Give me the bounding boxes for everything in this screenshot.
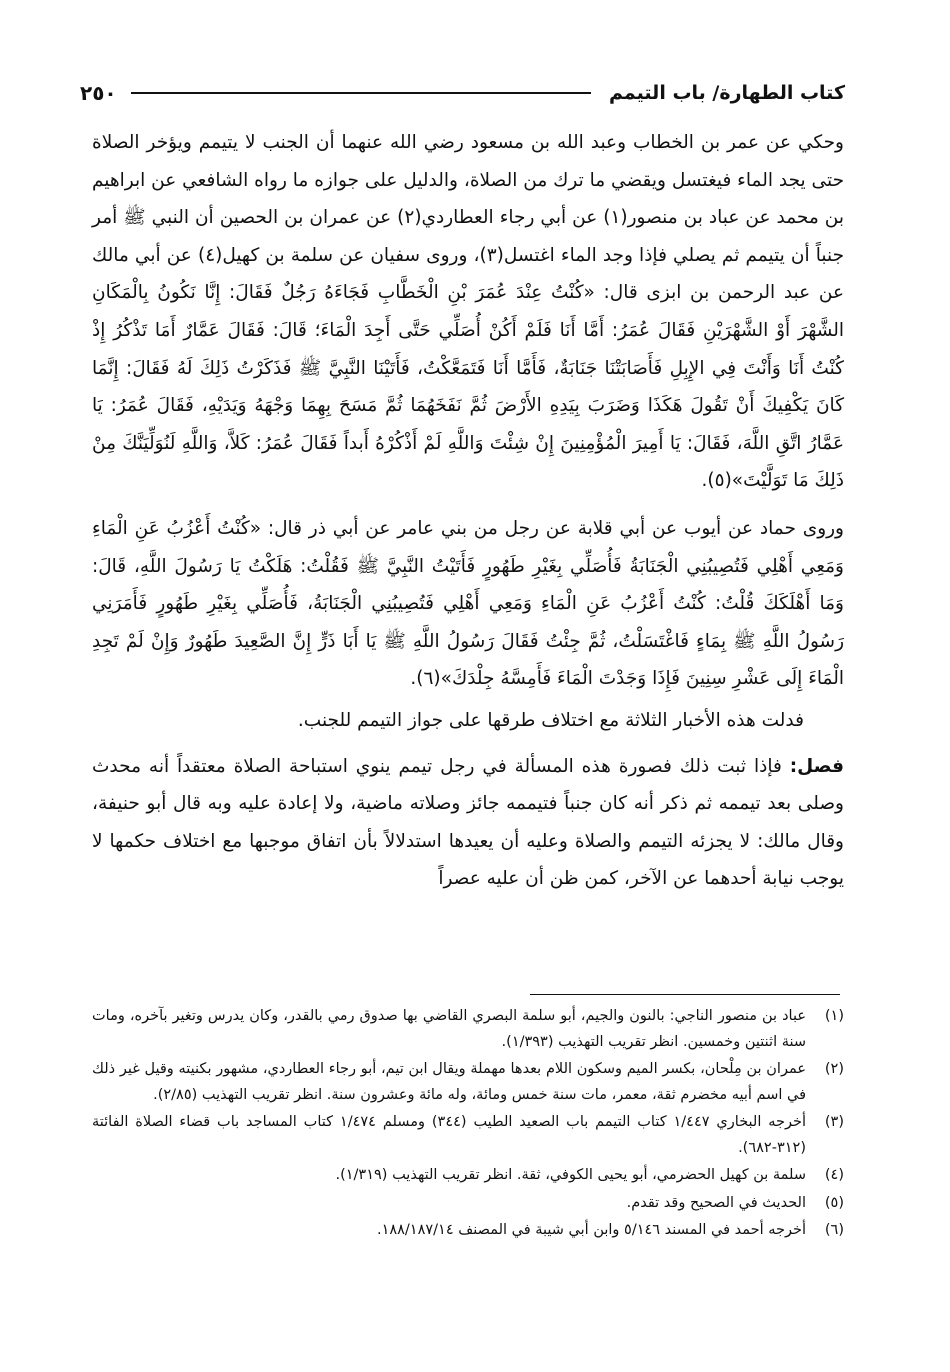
paragraph-conclusion: فدلت هذه الأخبار الثلاثة مع اختلاف طرقها على جواز التيمم للجنب. <box>297 709 804 731</box>
footnote-number: (٢) <box>824 1061 844 1077</box>
footnote-number: (٤) <box>824 1167 844 1183</box>
section-text: فإذا ثبت ذلك فصورة هذه المسألة في رجل تيمم ينوي استباحة الصلاة معتقداً أنه محدث وصلى بعد تيممه ثم ذكر أنه كان جنباً فتيممه جائز وصلاته ماضية، ولا إعادة عليه وبه قال أبو حنيفة، وقال مالك: لا يجزئه التيمم والصلاة وعليه أن يعيدها استدلالاً بأن اتفاق موجبها مع اختلاف حكمها لا يوجب نيابة أحدهما عن الآخر، كمن ظن أن عليه عصراً <box>92 755 844 890</box>
section-label: فصل: <box>789 755 844 777</box>
header-rule <box>131 92 591 94</box>
footnote-number: (٣) <box>824 1114 844 1130</box>
footnote-number: (١) <box>824 1008 844 1024</box>
footnote-text: أخرجه أحمد في المسند ٥/١٤٦ وابن أبي شيبة في المصنف ١٨٨/١٨٧/١٤. <box>376 1222 806 1238</box>
page-number: ٢٥٠ <box>80 81 117 105</box>
footnote-3 <box>92 1110 844 1161</box>
paragraph-hadith-abu-dharr: وروى حماد عن أيوب عن أبي قلابة عن رجل من بني عامر عن أبي ذر قال: «كُنْتُ أَعْزُبُ عَنِ الْمَاءِ وَمَعِي أَهْلِي فَتُصِيبُنِي الْجَنَابَةُ فَأُصَلِّي بِغَيْرِ طَهُورٍ فَأَتَيْتُ النَّبِيَّ ﷺ فَقُلْتُ: هَلَكْتُ يَا رَسُولَ اللَّهِ، قَالَ: وَمَا أَهْلَكَكَ قُلْتُ: كُنْتُ أَعْزُبُ عَنِ الْمَاءِ وَمَعِي أَهْلِي فَتُصِيبُنِي الْجَنَابَةُ، فَأُصَلِّي بِغَيْرِ طَهُورٍ فَأَمَرَنِي رَسُولُ اللَّهِ ﷺ بِمَاءٍ فَاغْتَسَلْتُ، ثُمَّ جِئْتُ فَقَالَ رَسُولُ اللَّهِ ﷺ يَا أَبَا ذَرٍّ إِنَّ الصَّعِيدَ طَهُورٌ وَإِنْ لَمْ تَجِدِ الْمَاءَ إِلَى عَشْرِ سِنِينَ فَإِذَا وَجَدْتَ الْمَاءَ فَأَمِسَّهُ جِلْدَكَ»(٦). <box>92 517 844 690</box>
footnote-divider <box>530 994 840 995</box>
main-text <box>92 124 844 898</box>
footnote-6 <box>92 1218 844 1244</box>
footnotes <box>92 1004 844 1246</box>
footnote-text: الحديث في الصحيح وقد تقدم. <box>626 1194 806 1211</box>
footnote-text: عباد بن منصور الناجي: بالنون والجيم، أبو سلمة البصري القاضي بها صدوق رمي بالقدر، وكان يدرس وتغير بآخره، ومات سنة اثنتين وخمسين. انظر تقريب التهذيب (١/٣٩٣). <box>92 1008 806 1050</box>
section-paragraph <box>92 748 844 898</box>
running-title: كتاب الطهارة/ باب التيمم <box>609 82 845 104</box>
footnote-text: أخرجه البخاري ١/٤٤٧ كتاب التيمم باب الصعيد الطيب (٣٤٤) ومسلم ١/٤٧٤ كتاب المساجد باب قضاء الصلاة الفائتة (٣١٢-٦٨٢). <box>92 1114 806 1156</box>
footnote-4 <box>92 1163 844 1189</box>
footnote-2 <box>92 1057 844 1108</box>
footnote-number: (٦) <box>824 1222 844 1238</box>
footnote-text: عمران بن مِلْحان، بكسر الميم وسكون اللام بعدها مهملة ويقال ابن تيم، أبو رجاء العطاردي، مشهور بكنيته وقيل غير ذلك في اسم أبيه مخضرم ثقة، معمر، مات سنة خمس ومائة، وله مائة وعشرون سنة. انظر تقريب التهذيب (٢/٨٥). <box>92 1061 806 1103</box>
footnote-5 <box>92 1191 844 1217</box>
paragraph-hadith-ammar: وحكي عن عمر بن الخطاب وعبد الله بن مسعود رضي الله عنهما أن الجنب لا يتيمم ويؤخر الصلاة حتى يجد الماء فيغتسل ويقضي ما ترك من الصلاة، والدليل على جوازه ما رواه الشافعي عن ابراهيم بن محمد عن عباد بن منصور(١) عن أبي رجاء العطاردي(٢) عن عمران بن الحصين أن النبي ﷺ أمر جنباً أن يتيمم ثم يصلي فإذا وجد الماء اغتسل(٣)، وروى سفيان عن سلمة بن كهيل(٤) عن أبي مالك عن عبد الرحمن بن ابزى قال: «كُنْتُ عِنْدَ عُمَرَ بْنِ الْخَطَّابِ فَجَاءَهُ رَجُلٌ فَقَالَ: إِنَّا نَكُونُ بِالْمَكَانِ الشَّهْرَ أَوْ الشَّهْرَيْنِ فَقَالَ عُمَرُ: أَمَّا أَنَا فَلَمْ أَكُنْ أُصَلِّي حَتَّى أَجِدَ الْمَاءَ؛ قَالَ: فَقَالَ عَمَّارٌ أَمَا تَذْكُرُ إِذْ كُنْتُ أَنَا وَأَنْتَ فِي الإِبِلِ فَأَصَابَتْنَا جَنَابَةٌ، فَأَمَّا أَنَا فَتَمَعَّكْتُ، فَأَتَيْنَا النَّبِيَّ ﷺ فَذَكَرْتُ ذَلِكَ لَهُ فَقَالَ: إِنَّمَا كَانَ يَكْفِيكَ أَنْ تَقُولَ هَكَذَا وَضَرَبَ بِيَدِهِ الأَرْضَ ثُمَّ نَفَخَهُمَا ثُمَّ مَسَحَ بِهِمَا وَجْهَهُ وَيَدَيْهِ، فَقَالَ عُمَرُ: يَا عَمَّارُ اتَّقِ اللَّهَ، فَقَالَ: يَا أَمِيرَ الْمُؤْمِنِينَ إِنْ شِئْتَ وَاللَّهِ لَمْ أَذْكُرْهُ أَبداً فَقَالَ عُمَرُ: كَلاَّ، وَاللَّهِ لَنُوَلِّيَنَّكَ مِنْ ذَلِكَ مَا تَوَلَّيْتَ»(٥). <box>92 132 845 492</box>
footnote-number: (٥) <box>824 1194 844 1211</box>
footnote-text: سلمة بن كهيل الحضرمي، أبو يحيى الكوفي، ثقة. انظر تقريب التهذيب (١/٣١٩). <box>335 1167 806 1183</box>
page-header <box>80 78 845 108</box>
footnote-1 <box>92 1004 844 1055</box>
